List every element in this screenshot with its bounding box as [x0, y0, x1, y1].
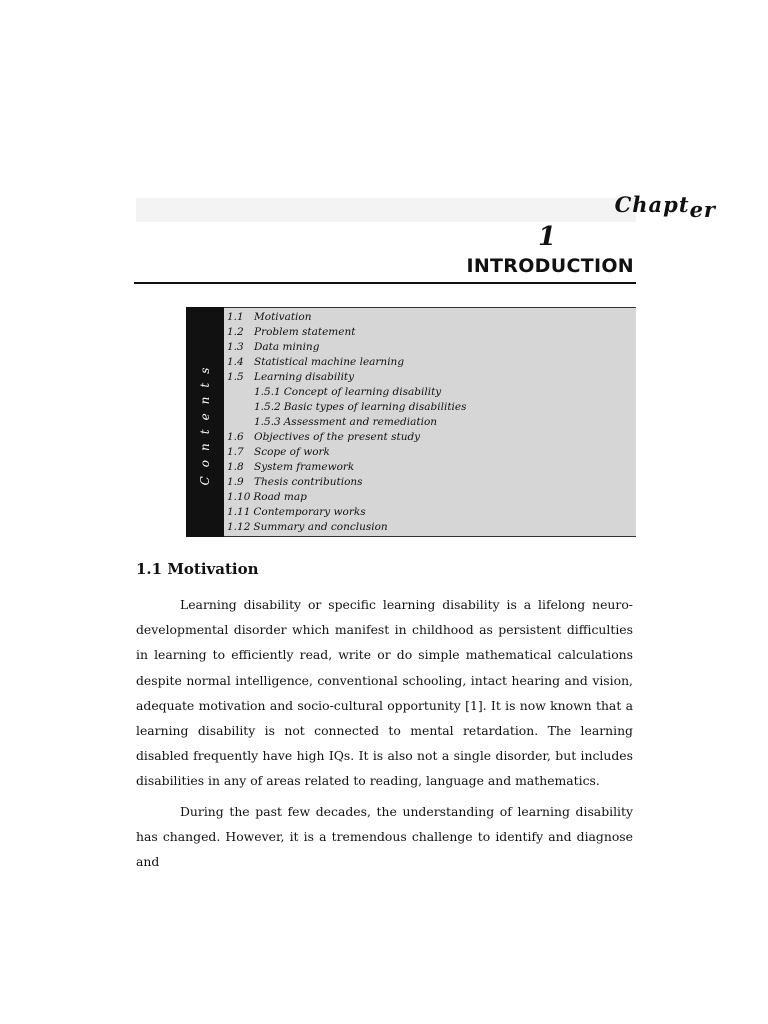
- contents-item: [227, 445, 636, 460]
- contents-item: [227, 355, 636, 370]
- contents-item-label: Basic types of learning disabilities: [283, 401, 467, 413]
- chapter-label: [614, 192, 716, 222]
- contents-item-number: 1.2: [227, 326, 244, 338]
- contents-item-number: 1.8: [227, 461, 244, 473]
- contents-item-label: Concept of learning disability: [283, 386, 442, 398]
- contents-list: [224, 307, 636, 537]
- chapter-banner: [136, 198, 636, 222]
- contents-item-number: 1.5.1: [254, 386, 281, 398]
- contents-item-number: 1.7: [227, 446, 244, 458]
- contents-item: [227, 370, 636, 385]
- contents-item: [227, 490, 636, 505]
- contents-item-label: System framework: [254, 461, 355, 473]
- contents-item: [227, 430, 636, 445]
- contents-item-label: Road map: [253, 491, 307, 503]
- chapter-label-main: Chapt: [614, 192, 690, 217]
- contents-item-label: Assessment and remediation: [283, 416, 438, 428]
- contents-item: [227, 415, 636, 430]
- contents-item: [227, 400, 636, 415]
- contents-item-number: 1.6: [227, 431, 244, 443]
- contents-item: [227, 505, 636, 520]
- chapter-label-tail: er: [689, 197, 716, 222]
- section-heading: 1.1 Motivation: [136, 560, 259, 578]
- contents-side-label: Contents: [198, 358, 212, 486]
- contents-sidebar: [186, 307, 224, 537]
- chapter-title: INTRODUCTION: [466, 255, 634, 277]
- contents-item-number: 1.1: [227, 311, 244, 323]
- contents-item-number: 1.10: [227, 491, 251, 503]
- contents-item-number: 1.5: [227, 371, 244, 383]
- contents-item-label: Learning disability: [254, 371, 355, 383]
- contents-item-label: Motivation: [254, 311, 312, 323]
- contents-item-number: 1.3: [227, 341, 244, 353]
- contents-item-number: 1.11: [227, 506, 251, 518]
- contents-item: [227, 520, 636, 535]
- contents-item: [227, 340, 636, 355]
- contents-item-number: 1.5.2: [254, 401, 281, 413]
- contents-item-label: Summary and conclusion: [253, 521, 388, 533]
- contents-item-label: Scope of work: [254, 446, 330, 458]
- contents-item-label: Data mining: [254, 341, 320, 353]
- title-divider: [134, 282, 636, 284]
- contents-item: [227, 310, 636, 325]
- contents-item-label: Contemporary works: [253, 506, 366, 518]
- contents-item: [227, 460, 636, 475]
- contents-item-number: 1.4: [227, 356, 244, 368]
- contents-item-label: Problem statement: [254, 326, 356, 338]
- contents-item-number: 1.12: [227, 521, 251, 533]
- body-paragraph: Learning disability or specific learning disability is a lifelong neuro-developmental disorder which manifest in childhood as persistent difficulties in learning to efficiently read, write or do simple mathematical calculations despite normal intelligence, conventional schooling, intact hearing and vision, adequate motivation and socio-cultural opportunity [1]. It is now known that a learning disability is not connected to mental retardation. The learning disabled frequently have high IQs. It is also not a single disorder, but includes disabilities in any of areas related to reading, language and mathematics.: [136, 597, 633, 789]
- section-body: [136, 592, 633, 879]
- contents-item-number: 1.5.3: [254, 416, 281, 428]
- contents-item: [227, 325, 636, 340]
- contents-box: [186, 307, 636, 537]
- chapter-number: 1: [538, 222, 557, 252]
- contents-item: [227, 385, 636, 400]
- body-paragraph: During the past few decades, the understanding of learning disability has changed. However, it is a tremendous challenge to identify and diagnose and: [136, 803, 633, 870]
- contents-item-label: Objectives of the present study: [254, 431, 421, 443]
- contents-item-label: Statistical machine learning: [254, 356, 405, 368]
- contents-item: [227, 475, 636, 490]
- contents-item-number: 1.9: [227, 476, 244, 488]
- contents-item-label: Thesis contributions: [254, 476, 363, 488]
